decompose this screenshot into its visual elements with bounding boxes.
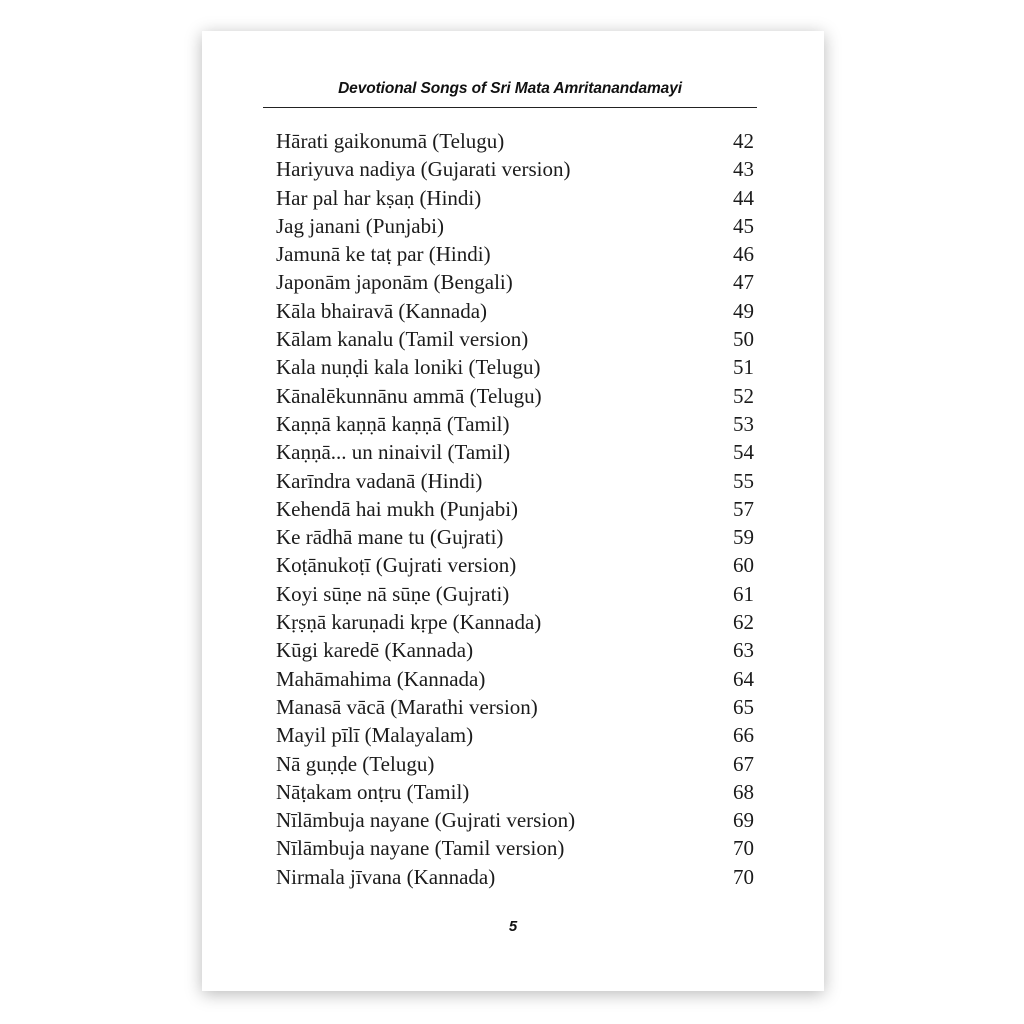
toc-entry-page: 70 — [733, 836, 754, 861]
toc-entry — [276, 580, 754, 608]
toc-entry — [276, 863, 754, 891]
toc-entry — [276, 721, 754, 749]
book-page — [202, 31, 824, 991]
toc-list — [276, 127, 754, 891]
toc-entry-page: 55 — [733, 468, 754, 493]
toc-entry-title: Kūgi karedē (Kannada) — [276, 638, 474, 663]
toc-entry-title: Koṭānukoṭī (Gujrati version) — [276, 553, 517, 578]
toc-entry-page: 69 — [733, 808, 754, 833]
toc-entry-page: 59 — [733, 525, 754, 550]
toc-entry-page: 50 — [733, 327, 754, 352]
toc-entry-title: Kālam kanalu (Tamil version) — [276, 327, 529, 352]
toc-entry — [276, 127, 754, 155]
toc-entry-title: Kṛṣṇā karuṇadi kṛpe (Kannada) — [276, 610, 542, 635]
toc-entry-page: 62 — [733, 610, 754, 635]
toc-entry-page: 45 — [733, 213, 754, 238]
toc-entry-title: Nīlāmbuja nayane (Gujrati version) — [276, 808, 576, 833]
toc-entry — [276, 212, 754, 240]
toc-entry-title: Mahāmahima (Kannada) — [276, 666, 486, 691]
toc-entry — [276, 806, 754, 834]
toc-entry — [276, 750, 754, 778]
toc-entry-title: Mayil pīlī (Malayalam) — [276, 723, 474, 748]
toc-entry — [276, 778, 754, 806]
toc-entry — [276, 325, 754, 353]
running-header-title: Devotional Songs of Sri Mata Amritanandamayi — [263, 80, 757, 108]
toc-entry-page: 60 — [733, 553, 754, 578]
toc-entry — [276, 834, 754, 862]
toc-entry — [276, 240, 754, 268]
footer-page-number: 5 — [508, 918, 518, 935]
toc-entry-title: Nāṭakam onṭru (Tamil) — [276, 779, 470, 804]
toc-entry-title: Kānalēkunnānu ammā (Telugu) — [276, 383, 542, 408]
toc-entry — [276, 467, 754, 495]
toc-entry-page: 42 — [733, 129, 754, 153]
toc-entry-page: 44 — [733, 185, 754, 210]
toc-entry-page: 70 — [733, 864, 754, 889]
toc-entry-page: 57 — [733, 496, 754, 521]
toc-entry-page: 52 — [733, 383, 754, 408]
page-content — [263, 31, 757, 891]
toc-entry-title: Hārati gaikonumā (Telugu) — [276, 129, 505, 153]
toc-entry-title: Har pal har kṣaṇ (Hindi) — [276, 185, 482, 210]
toc-entry-title: Nirmala jīvana (Kannada) — [276, 864, 496, 889]
toc-entry-title: Koyi sūṇe nā sūṇe (Gujrati) — [276, 581, 510, 606]
toc-entry — [276, 693, 754, 721]
toc-entry — [276, 353, 754, 381]
toc-entry — [276, 155, 754, 183]
toc-entry-title: Jamunā ke taṭ par (Hindi) — [276, 242, 491, 267]
toc-entry — [276, 297, 754, 325]
toc-entry-title: Ke rādhā mane tu (Gujrati) — [276, 525, 504, 550]
toc-entry-title: Kāla bhairavā (Kannada) — [276, 298, 488, 323]
toc-entry-page: 63 — [733, 638, 754, 663]
toc-entry-title: Hariyuva nadiya (Gujarati version) — [276, 157, 571, 182]
toc-entry-page: 46 — [733, 242, 754, 267]
toc-entry-title: Kala nuṇḍi kala loniki (Telugu) — [276, 355, 541, 380]
toc-entry-page: 47 — [733, 270, 754, 295]
toc-entry-title: Kaṇṇā... un ninaivil (Tamil) — [276, 440, 511, 465]
toc-entry — [276, 268, 754, 296]
toc-entry-page: 43 — [733, 157, 754, 182]
toc-entry — [276, 608, 754, 636]
toc-entry — [276, 438, 754, 466]
toc-entry-page: 49 — [733, 298, 754, 323]
toc-entry-title: Kehendā hai mukh (Punjabi) — [276, 496, 519, 521]
toc-entry-page: 65 — [733, 694, 754, 719]
toc-entry-page: 54 — [733, 440, 754, 465]
toc-entry — [276, 410, 754, 438]
toc-entry-title: Japonām japonām (Bengali) — [276, 270, 513, 295]
toc-entry — [276, 636, 754, 664]
toc-entry-page: 51 — [733, 355, 754, 380]
toc-entry — [276, 523, 754, 551]
toc-entry-title: Karīndra vadanā (Hindi) — [276, 468, 483, 493]
toc-entry — [276, 184, 754, 212]
toc-entry-page: 61 — [733, 581, 754, 606]
toc-entry-title: Kaṇṇā kaṇṇā kaṇṇā (Tamil) — [276, 411, 510, 436]
toc-entry-page: 68 — [733, 779, 754, 804]
toc-entry — [276, 665, 754, 693]
toc-entry-page: 66 — [733, 723, 754, 748]
toc-entry-title: Manasā vācā (Marathi version) — [276, 694, 538, 719]
toc-entry-page: 53 — [733, 411, 754, 436]
toc-entry-page: 64 — [733, 666, 754, 691]
toc-entry — [276, 382, 754, 410]
toc-entry — [276, 495, 754, 523]
toc-entry-title: Nā guṇḍe (Telugu) — [276, 751, 435, 776]
toc-entry-title: Nīlāmbuja nayane (Tamil version) — [276, 836, 565, 861]
toc-entry — [276, 551, 754, 579]
toc-entry-title: Jag janani (Punjabi) — [276, 213, 444, 238]
toc-entry-page: 67 — [733, 751, 754, 776]
